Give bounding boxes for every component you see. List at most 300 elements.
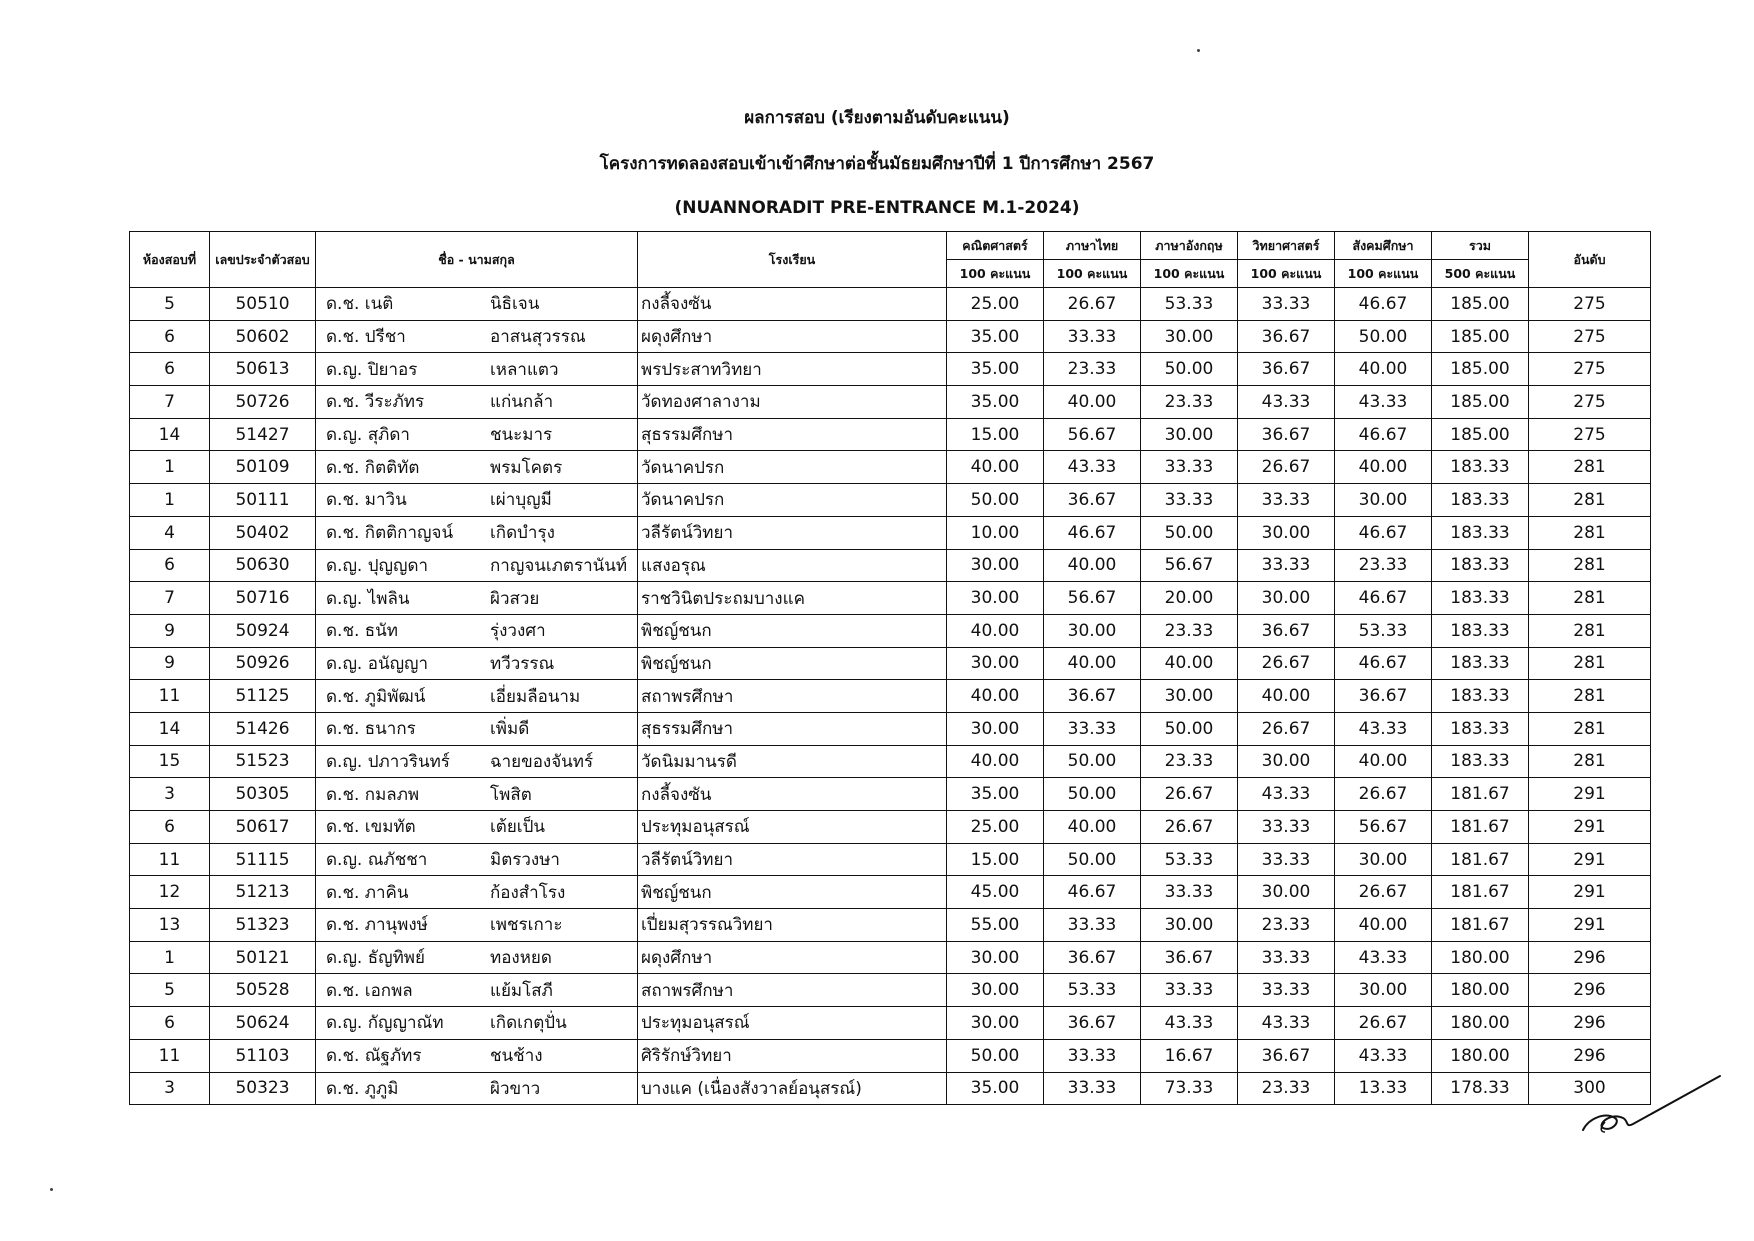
table-row [130,1039,1651,1072]
cell-thai: 56.67 [1044,582,1141,615]
cell-rank: 281 [1529,549,1651,582]
table-row [130,876,1651,909]
cell-room: 14 [130,712,210,745]
student-surname: เผ่าบุญมี [490,490,552,511]
cell-name [316,941,638,974]
cell-rank: 281 [1529,451,1651,484]
cell-name [316,843,638,876]
header-science-max: 100 คะแนน [1238,260,1335,288]
document-title: ผลการสอบ (เรียงตามอันดับคะแนน) [744,108,1010,128]
student-surname: เหลาแตว [490,359,559,380]
cell-total: 180.00 [1432,1007,1529,1040]
cell-english: 26.67 [1141,778,1238,811]
cell-name [316,974,638,1007]
cell-rank: 296 [1529,974,1651,1007]
table-row [130,909,1651,942]
cell-english: 56.67 [1141,549,1238,582]
cell-total: 183.33 [1432,614,1529,647]
cell-school: ประทุมอนุสรณ์ [638,1007,947,1040]
cell-thai: 33.33 [1044,1072,1141,1105]
cell-room: 9 [130,614,210,647]
cell-social: 30.00 [1335,484,1432,517]
cell-social: 53.33 [1335,614,1432,647]
student-firstname: ด.ช. เอกพล [326,980,413,1001]
cell-science: 33.33 [1238,974,1335,1007]
student-surname: ทองหยด [490,948,552,969]
cell-social: 46.67 [1335,582,1432,615]
student-surname: ก้องสำโรง [490,882,566,903]
cell-english: 50.00 [1141,516,1238,549]
cell-room: 7 [130,582,210,615]
cell-school: สุธรรมศึกษา [638,712,947,745]
cell-school: วลีรัตน์วิทยา [638,516,947,549]
cell-science: 23.33 [1238,1072,1335,1105]
cell-name [316,778,638,811]
cell-thai: 33.33 [1044,1039,1141,1072]
cell-room: 6 [130,353,210,386]
cell-name [316,288,638,321]
cell-total: 183.33 [1432,484,1529,517]
student-firstname: ด.ญ. ปิยาอร [326,359,418,380]
cell-room: 12 [130,876,210,909]
cell-math: 30.00 [947,582,1044,615]
student-surname: นิธิเจน [490,294,540,315]
cell-exam-id: 50602 [210,320,316,353]
table-row [130,614,1651,647]
cell-english: 30.00 [1141,680,1238,713]
cell-science: 30.00 [1238,582,1335,615]
cell-thai: 36.67 [1044,680,1141,713]
cell-math: 35.00 [947,353,1044,386]
cell-total: 181.67 [1432,843,1529,876]
cell-room: 14 [130,418,210,451]
cell-name [316,745,638,778]
cell-science: 36.67 [1238,418,1335,451]
cell-name [316,386,638,419]
cell-social: 40.00 [1335,451,1432,484]
student-surname: กาญจนเภตรานันท์ [490,555,628,576]
header-english: ภาษาอังกฤษ [1141,232,1238,260]
student-firstname: ด.ช. ภานุพงษ์ [326,915,428,936]
cell-science: 23.33 [1238,909,1335,942]
student-surname: ชนช้าง [490,1046,543,1067]
cell-science: 26.67 [1238,647,1335,680]
cell-room: 11 [130,1039,210,1072]
cell-rank: 281 [1529,516,1651,549]
cell-name [316,614,638,647]
cell-rank: 275 [1529,320,1651,353]
cell-name [316,484,638,517]
student-surname: เอี่ยมลือนาม [490,686,581,707]
cell-total: 183.33 [1432,582,1529,615]
header-math: คณิตศาสตร์ [947,232,1044,260]
cell-english: 33.33 [1141,451,1238,484]
cell-social: 26.67 [1335,1007,1432,1040]
cell-math: 25.00 [947,811,1044,844]
cell-english: 33.33 [1141,876,1238,909]
cell-school: ศิริรักษ์วิทยา [638,1039,947,1072]
cell-total: 183.33 [1432,647,1529,680]
cell-social: 43.33 [1335,386,1432,419]
cell-english: 73.33 [1141,1072,1238,1105]
student-firstname: ด.ญ. ณภัชชา [326,850,428,871]
cell-exam-id: 50726 [210,386,316,419]
cell-rank: 300 [1529,1072,1651,1105]
cell-english: 30.00 [1141,320,1238,353]
student-firstname: ด.ช. กมลภพ [326,784,420,805]
cell-school: สุธรรมศึกษา [638,418,947,451]
cell-math: 40.00 [947,680,1044,713]
signature-icon [1575,1068,1725,1138]
cell-exam-id: 51427 [210,418,316,451]
cell-school: เปี่ยมสุวรรณวิทยา [638,909,947,942]
cell-school: ราชวินิตประถมบางแค [638,582,947,615]
cell-social: 43.33 [1335,1039,1432,1072]
cell-social: 46.67 [1335,288,1432,321]
cell-math: 55.00 [947,909,1044,942]
table-row [130,418,1651,451]
cell-math: 30.00 [947,941,1044,974]
cell-school: ประทุมอนุสรณ์ [638,811,947,844]
table-row [130,516,1651,549]
cell-english: 20.00 [1141,582,1238,615]
cell-rank: 275 [1529,386,1651,419]
student-firstname: ด.ญ. ไพลิน [326,588,410,609]
cell-english: 33.33 [1141,974,1238,1007]
student-surname: แย้มโสภี [490,980,553,1001]
header-english-max: 100 คะแนน [1141,260,1238,288]
student-firstname: ด.ญ. ปุญญดา [326,555,429,576]
cell-name [316,1007,638,1040]
cell-total: 183.33 [1432,451,1529,484]
cell-thai: 36.67 [1044,484,1141,517]
student-surname: มิตรวงษา [490,850,560,871]
cell-thai: 40.00 [1044,386,1141,419]
cell-room: 3 [130,778,210,811]
cell-math: 15.00 [947,843,1044,876]
cell-social: 46.67 [1335,516,1432,549]
table-row [130,647,1651,680]
cell-name [316,451,638,484]
cell-science: 30.00 [1238,745,1335,778]
cell-school: พิชญ์ชนก [638,647,947,680]
cell-exam-id: 50111 [210,484,316,517]
cell-english: 33.33 [1141,484,1238,517]
cell-math: 25.00 [947,288,1044,321]
cell-science: 43.33 [1238,386,1335,419]
header-rank: อันดับ [1529,232,1651,288]
table-header [130,232,1651,288]
cell-english: 16.67 [1141,1039,1238,1072]
cell-school: กงลี้จงซัน [638,288,947,321]
cell-exam-id: 51213 [210,876,316,909]
cell-rank: 291 [1529,778,1651,811]
cell-thai: 40.00 [1044,549,1141,582]
cell-science: 33.33 [1238,288,1335,321]
cell-exam-id: 50109 [210,451,316,484]
cell-school: วัดนิมมานรดี [638,745,947,778]
header-science: วิทยาศาสตร์ [1238,232,1335,260]
table-row [130,582,1651,615]
cell-science: 33.33 [1238,549,1335,582]
student-surname: ฉายของจันทร์ [490,751,594,772]
header-social: สังคมศึกษา [1335,232,1432,260]
cell-total: 181.67 [1432,909,1529,942]
cell-math: 35.00 [947,320,1044,353]
cell-math: 35.00 [947,778,1044,811]
cell-exam-id: 50402 [210,516,316,549]
cell-thai: 36.67 [1044,1007,1141,1040]
cell-rank: 296 [1529,941,1651,974]
cell-name [316,876,638,909]
cell-rank: 281 [1529,712,1651,745]
cell-room: 13 [130,909,210,942]
cell-social: 40.00 [1335,745,1432,778]
student-surname: แก่นกล้า [490,392,554,413]
cell-total: 183.33 [1432,516,1529,549]
cell-room: 5 [130,288,210,321]
cell-thai: 46.67 [1044,876,1141,909]
cell-total: 180.00 [1432,1039,1529,1072]
cell-thai: 30.00 [1044,614,1141,647]
header-total: รวม [1432,232,1529,260]
cell-english: 23.33 [1141,745,1238,778]
cell-social: 30.00 [1335,974,1432,1007]
table-row [130,320,1651,353]
table-row [130,941,1651,974]
student-firstname: ด.ช. กิตติทัต [326,457,420,478]
cell-room: 1 [130,484,210,517]
table-row [130,386,1651,419]
header-room: ห้องสอบที่ [130,232,210,288]
cell-science: 40.00 [1238,680,1335,713]
student-firstname: ด.ญ. กัญญาณัท [326,1013,444,1034]
cell-room: 6 [130,811,210,844]
cell-school: ผดุงศึกษา [638,941,947,974]
cell-room: 1 [130,941,210,974]
student-firstname: ด.ช. ปรีชา [326,327,406,348]
cell-exam-id: 50617 [210,811,316,844]
cell-science: 43.33 [1238,1007,1335,1040]
cell-math: 50.00 [947,484,1044,517]
cell-english: 53.33 [1141,843,1238,876]
cell-name [316,320,638,353]
cell-math: 30.00 [947,647,1044,680]
cell-math: 30.00 [947,974,1044,1007]
cell-math: 30.00 [947,549,1044,582]
cell-math: 45.00 [947,876,1044,909]
cell-exam-id: 50510 [210,288,316,321]
cell-social: 43.33 [1335,712,1432,745]
cell-rank: 281 [1529,484,1651,517]
cell-rank: 275 [1529,418,1651,451]
cell-name [316,353,638,386]
table-row [130,778,1651,811]
cell-thai: 46.67 [1044,516,1141,549]
cell-english: 23.33 [1141,614,1238,647]
cell-rank: 291 [1529,876,1651,909]
cell-math: 30.00 [947,712,1044,745]
student-surname: อาสนสุวรรณ [490,327,586,348]
cell-school: ผดุงศึกษา [638,320,947,353]
cell-social: 36.67 [1335,680,1432,713]
student-surname: ผิวขาว [490,1078,541,1099]
cell-name [316,712,638,745]
cell-exam-id: 50528 [210,974,316,1007]
cell-school: แสงอรุณ [638,549,947,582]
cell-math: 35.00 [947,386,1044,419]
cell-rank: 291 [1529,811,1651,844]
cell-thai: 56.67 [1044,418,1141,451]
cell-thai: 50.00 [1044,843,1141,876]
header-social-max: 100 คะแนน [1335,260,1432,288]
cell-thai: 53.33 [1044,974,1141,1007]
cell-exam-id: 51115 [210,843,316,876]
cell-english: 23.33 [1141,386,1238,419]
table-row [130,974,1651,1007]
cell-total: 181.67 [1432,811,1529,844]
cell-thai: 40.00 [1044,647,1141,680]
student-firstname: ด.ช. กิตติกาญจน์ [326,523,454,544]
cell-school: พิชญ์ชนก [638,876,947,909]
cell-math: 40.00 [947,451,1044,484]
cell-total: 185.00 [1432,418,1529,451]
cell-total: 183.33 [1432,745,1529,778]
cell-name [316,549,638,582]
cell-total: 183.33 [1432,680,1529,713]
student-firstname: ด.ช. ณัฐภัทร [326,1046,422,1067]
student-surname: โพสิต [490,784,532,805]
header-thai-max: 100 คะแนน [1044,260,1141,288]
table-row [130,549,1651,582]
cell-exam-id: 50716 [210,582,316,615]
student-firstname: ด.ญ. ปภาวรินทร์ [326,751,450,772]
scan-speck [50,1188,53,1191]
cell-room: 6 [130,1007,210,1040]
table-row [130,680,1651,713]
student-surname: เกิดบำรุง [490,523,555,544]
cell-english: 50.00 [1141,353,1238,386]
cell-room: 4 [130,516,210,549]
cell-name [316,680,638,713]
cell-total: 181.67 [1432,876,1529,909]
cell-name [316,582,638,615]
table-row [130,353,1651,386]
student-surname: เพิ่มดี [490,719,530,740]
cell-rank: 275 [1529,353,1651,386]
cell-science: 26.67 [1238,712,1335,745]
cell-exam-id: 50624 [210,1007,316,1040]
cell-room: 1 [130,451,210,484]
header-name: ชื่อ - นามสกุล [316,232,638,288]
student-surname: เพชรเกาะ [490,915,563,936]
results-table [129,231,1651,1105]
cell-exam-id: 50613 [210,353,316,386]
cell-school: สถาพรศึกษา [638,974,947,1007]
cell-rank: 281 [1529,680,1651,713]
cell-thai: 43.33 [1044,451,1141,484]
cell-name [316,811,638,844]
cell-math: 40.00 [947,614,1044,647]
cell-social: 43.33 [1335,941,1432,974]
cell-math: 40.00 [947,745,1044,778]
document-subtitle: โครงการทดลองสอบเข้าเข้าศึกษาต่อชั้นมัธยมศึกษาปีที่ 1 ปีการศึกษา 2567 [599,154,1155,174]
cell-science: 33.33 [1238,843,1335,876]
cell-science: 30.00 [1238,516,1335,549]
cell-school: วัดนาคปรก [638,484,947,517]
cell-total: 181.67 [1432,778,1529,811]
student-firstname: ด.ช. เนติ [326,294,394,315]
cell-exam-id: 50305 [210,778,316,811]
header-thai: ภาษาไทย [1044,232,1141,260]
student-firstname: ด.ช. ภูภูมิ [326,1078,399,1099]
cell-science: 36.67 [1238,353,1335,386]
cell-social: 46.67 [1335,418,1432,451]
cell-math: 15.00 [947,418,1044,451]
cell-name [316,1072,638,1105]
cell-english: 50.00 [1141,712,1238,745]
cell-social: 23.33 [1335,549,1432,582]
table-body [130,288,1651,1105]
header-math-max: 100 คะแนน [947,260,1044,288]
cell-science: 30.00 [1238,876,1335,909]
table-row [130,484,1651,517]
cell-exam-id: 50323 [210,1072,316,1105]
cell-rank: 281 [1529,745,1651,778]
table-row [130,1072,1651,1105]
student-surname: ชนะมาร [490,425,553,446]
cell-school: พิชญ์ชนก [638,614,947,647]
cell-total: 185.00 [1432,288,1529,321]
cell-exam-id: 50630 [210,549,316,582]
cell-rank: 296 [1529,1007,1651,1040]
table-row [130,1007,1651,1040]
cell-social: 40.00 [1335,909,1432,942]
cell-total: 178.33 [1432,1072,1529,1105]
cell-exam-id: 51323 [210,909,316,942]
cell-room: 11 [130,843,210,876]
cell-science: 33.33 [1238,811,1335,844]
student-firstname: ด.ช. วีระภัทร [326,392,425,413]
student-firstname: ด.ช. ธนากร [326,719,416,740]
cell-thai: 33.33 [1044,320,1141,353]
student-surname: เกิดเกตุปั่น [490,1013,567,1034]
cell-thai: 36.67 [1044,941,1141,974]
cell-science: 36.67 [1238,320,1335,353]
cell-exam-id: 50121 [210,941,316,974]
cell-room: 9 [130,647,210,680]
cell-social: 46.67 [1335,647,1432,680]
cell-total: 183.33 [1432,712,1529,745]
cell-total: 185.00 [1432,386,1529,419]
student-surname: ทวีวรรณ [490,653,555,674]
header-total-max: 500 คะแนน [1432,260,1529,288]
table-row [130,745,1651,778]
cell-english: 26.67 [1141,811,1238,844]
student-surname: พรมโคตร [490,457,563,478]
cell-room: 3 [130,1072,210,1105]
cell-room: 6 [130,549,210,582]
table-row [130,811,1651,844]
student-firstname: ด.ช. ธนัท [326,621,398,642]
cell-room: 7 [130,386,210,419]
student-firstname: ด.ช. มาวิน [326,490,407,511]
cell-room: 6 [130,320,210,353]
student-firstname: ด.ช. เขมทัต [326,817,416,838]
cell-math: 50.00 [947,1039,1044,1072]
student-surname: รุ่งวงศา [490,621,546,642]
cell-english: 30.00 [1141,909,1238,942]
